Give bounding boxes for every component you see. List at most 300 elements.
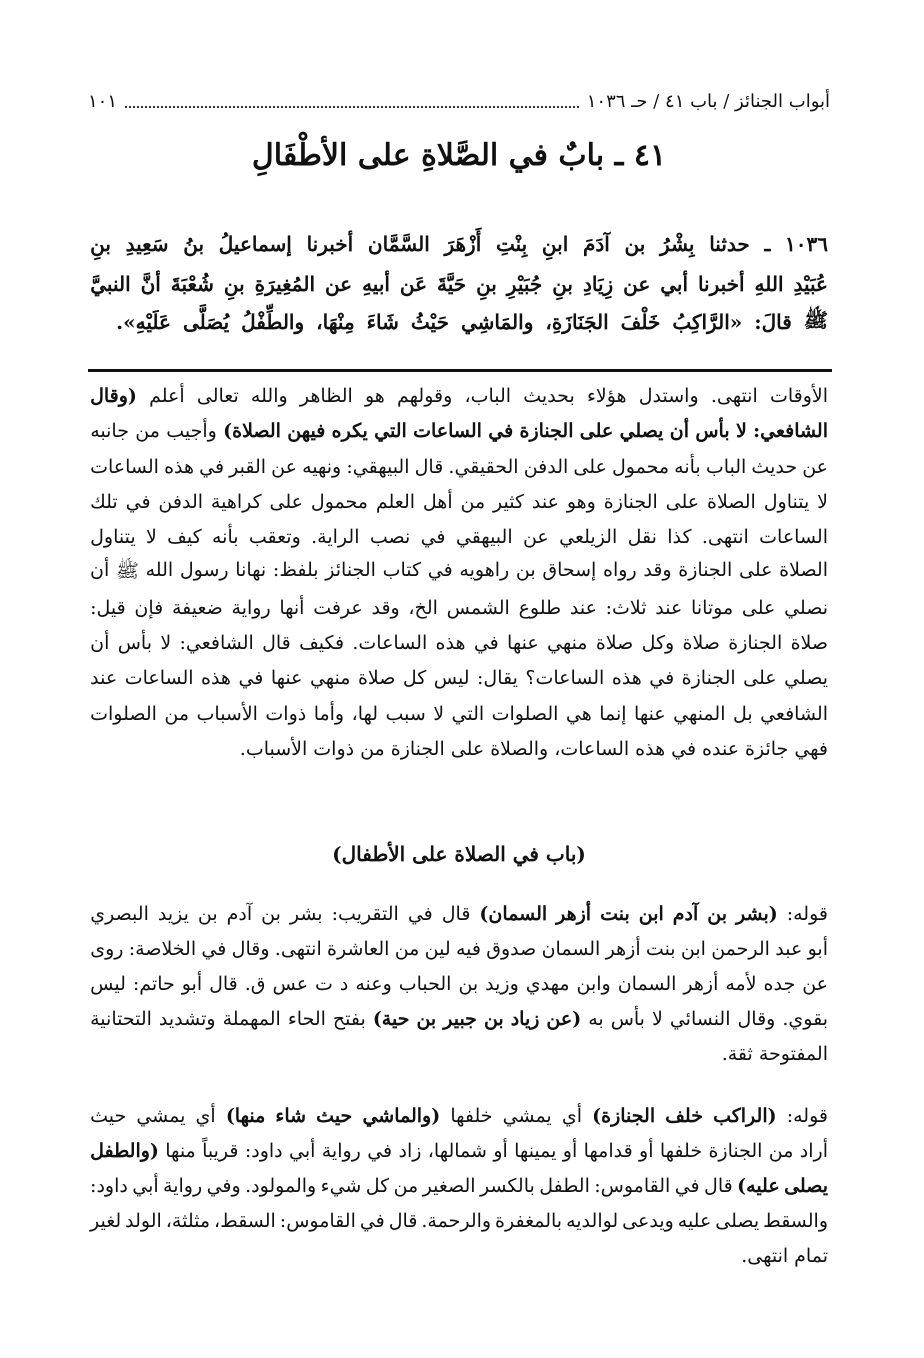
word: الباب: [705, 455, 747, 478]
word: في: [407, 903, 433, 925]
word: رواية: [163, 1175, 203, 1197]
word: ذوات: [313, 738, 355, 760]
word: الجنازة: [708, 1140, 763, 1162]
word: شُعْبَةَ: [170, 272, 214, 296]
word: شيء: [320, 1175, 362, 1197]
word: عرفت: [313, 596, 363, 619]
word: الحباب: [398, 973, 452, 995]
word: قيل:: [90, 596, 126, 619]
word: النسائي: [669, 1008, 731, 1030]
word: انتهى.: [701, 526, 749, 549]
word: السمان: [617, 973, 677, 995]
word: به: [588, 1008, 604, 1030]
word: التحتانية: [90, 1008, 152, 1030]
word: من: [135, 420, 160, 443]
word: أي: [195, 1105, 216, 1127]
word: (الراكب: [713, 1105, 777, 1127]
divider-rule: [88, 369, 832, 372]
word: من: [360, 738, 385, 760]
text-line: [90, 1100, 828, 1132]
section-heading: (باب في الصلاة على الأطفال): [332, 842, 586, 866]
word: وفي: [206, 1175, 241, 1197]
word: أراد: [799, 1140, 828, 1162]
word: صلاة: [682, 632, 720, 655]
word: الشافعي:: [753, 420, 828, 443]
word: حية): [372, 1008, 410, 1030]
word: يقال:: [477, 667, 518, 690]
word: أزهر: [683, 973, 719, 995]
word: لا: [651, 1008, 663, 1030]
word: جائزة: [745, 738, 789, 760]
word: بأنه: [674, 455, 701, 478]
word: رواية: [231, 596, 271, 619]
word: الأسباب: [196, 702, 258, 725]
word: لوالديه: [566, 1210, 619, 1232]
word: يتناول: [90, 526, 136, 549]
word: حَيَّةَ: [437, 272, 467, 296]
word: زياد: [510, 1008, 540, 1030]
word: السَّمَّان: [367, 232, 430, 256]
word: أو: [562, 1140, 578, 1162]
word: لغير: [90, 1210, 122, 1232]
word: حَيْثُ: [410, 310, 449, 334]
word: يصلى: [715, 1210, 760, 1232]
word: جبير: [443, 1008, 477, 1030]
word: وقد: [643, 558, 672, 581]
word: فيهن: [287, 420, 326, 443]
word: ابنِ: [541, 232, 569, 256]
word: والرحمة.: [421, 1210, 492, 1232]
word: راهويه: [459, 558, 510, 581]
word: بلفظ:: [272, 558, 319, 581]
word: هذه: [635, 738, 666, 760]
word: وتعقب: [248, 526, 301, 549]
word: بن: [416, 1008, 437, 1030]
word: بأس: [695, 420, 730, 443]
word: هذه: [611, 667, 642, 690]
word: (والماشي: [362, 1105, 441, 1127]
word: وقولهم: [397, 385, 453, 407]
word: آدم: [672, 903, 699, 925]
word: الجَنَازَةِ،: [545, 310, 609, 334]
word: الصلاة: [779, 558, 828, 581]
word: أَزْهَرَ: [444, 232, 482, 256]
word: الصلوات: [491, 702, 559, 725]
word: البيهقي: [455, 526, 513, 549]
word: من: [394, 938, 420, 960]
word: الجنازة: [519, 420, 574, 443]
word: الباب،: [464, 385, 512, 407]
word: بالكسر: [479, 1175, 535, 1197]
word: بنِ: [90, 232, 111, 256]
word: جده: [763, 973, 796, 995]
word: ليس: [90, 973, 126, 995]
word: على: [665, 490, 700, 513]
word: كثير: [493, 490, 525, 513]
word: منها): [225, 1105, 266, 1127]
word: عن: [271, 455, 297, 478]
word: وعنه: [355, 973, 392, 995]
word: إسماعيلُ: [218, 232, 292, 256]
word: سبب: [385, 702, 426, 725]
word: الساعات: [90, 455, 159, 478]
word: عند: [655, 596, 683, 619]
word: آدَمَ: [582, 232, 610, 256]
word: وابن: [576, 973, 611, 995]
word: تعالى: [196, 385, 239, 407]
word: في: [427, 558, 453, 581]
word: أعلم: [149, 385, 185, 407]
text-line: [90, 627, 828, 659]
word: يصلي: [784, 667, 828, 690]
word: الطفل: [539, 1175, 590, 1197]
word: صدوق: [486, 938, 537, 960]
word: ١٠٣٦: [785, 232, 828, 256]
word: لها،: [351, 702, 379, 725]
word: لا: [145, 526, 157, 549]
word: داود:: [90, 1175, 128, 1197]
word: فهي: [794, 738, 828, 760]
word: قال: [262, 632, 291, 655]
word: وزيد: [485, 973, 519, 995]
word: عَن: [399, 272, 428, 296]
text-line: [90, 557, 828, 589]
word: الحاء: [287, 1008, 326, 1030]
word: إسحاق: [542, 558, 597, 581]
word: عن: [522, 526, 549, 549]
word: جانبه: [90, 420, 129, 443]
word: (وقال: [90, 385, 137, 407]
hadith-line: [90, 228, 828, 260]
word: قال: [704, 1175, 733, 1197]
word: حيث: [316, 1105, 353, 1127]
word: الدفن: [523, 455, 569, 478]
word: ونهيه: [302, 455, 342, 478]
hadith-line: [90, 306, 828, 338]
word: بن: [515, 558, 536, 581]
text-line: [90, 380, 828, 412]
word: ثقة.: [721, 1043, 753, 1065]
word: صلاة: [357, 667, 396, 690]
word: المفتوحة: [758, 1043, 828, 1065]
word: والمولود.: [245, 1175, 317, 1197]
word: على: [579, 420, 614, 443]
word: الصغير: [422, 1175, 476, 1197]
word: بفتح: [332, 1008, 366, 1030]
word: بن: [458, 973, 479, 995]
word: الرحمن: [711, 938, 770, 960]
word: القاموس:: [279, 1210, 356, 1232]
word: في: [488, 420, 514, 443]
text-line: [90, 451, 828, 483]
word: الساعات: [413, 420, 482, 443]
word: موتانا: [691, 596, 734, 619]
word: لأمه: [725, 973, 757, 995]
word: شَاءَ: [366, 310, 399, 334]
word: عليه): [737, 1175, 780, 1197]
word: ﷺ: [115, 559, 139, 582]
text-line: [90, 1240, 828, 1272]
hadith-line: [90, 268, 828, 300]
word: الشمس: [446, 596, 510, 619]
word: منهي: [309, 667, 351, 690]
text-line: [90, 1205, 828, 1237]
word: والمَاشِي: [460, 310, 534, 334]
word: يُصَلَّى: [182, 310, 230, 334]
word: بن: [707, 903, 728, 925]
word: كذا: [667, 526, 692, 549]
word: أبو: [807, 938, 828, 960]
word: ابن: [680, 938, 706, 960]
word: د: [339, 973, 349, 995]
word: أنَّ: [140, 272, 161, 296]
word: بن: [197, 903, 218, 925]
word: في: [674, 1175, 700, 1197]
word: حديث: [751, 455, 798, 478]
word: العلم: [375, 490, 416, 513]
word: ليس: [433, 667, 470, 690]
word: رواية: [321, 1140, 361, 1162]
word: بنت: [645, 938, 676, 960]
word: الجنازة: [728, 632, 783, 655]
word: عن: [324, 272, 353, 296]
word: نصب: [369, 526, 411, 549]
word: ت: [315, 973, 333, 995]
word: وقال: [231, 938, 270, 960]
word: خلفها: [659, 1140, 703, 1162]
word: المنهي: [673, 702, 726, 725]
word: ثلاث:: [605, 596, 647, 619]
word: آدم: [226, 903, 253, 925]
page-number: ١٠١: [88, 90, 118, 112]
word: في: [367, 1140, 393, 1162]
word: حاتم:: [132, 973, 175, 995]
word: «الرَّاكِبُ: [672, 310, 743, 334]
word: فإن: [134, 596, 164, 619]
word: يزيد: [157, 903, 189, 925]
word: لين: [424, 938, 451, 960]
word: الشافعي: [760, 702, 828, 725]
word: مِنْهَا،: [316, 310, 355, 334]
word: عس: [272, 973, 309, 995]
word: محمول: [611, 455, 670, 478]
text-line: [90, 698, 828, 730]
word: الخ،: [408, 596, 438, 619]
word: أخبرنا: [697, 272, 745, 296]
word: أو: [493, 1140, 508, 1162]
word: قال: [441, 903, 471, 925]
word: هي: [565, 702, 592, 725]
word: يكره: [331, 420, 368, 443]
text-line: [90, 662, 828, 694]
running-header: [88, 86, 830, 116]
word: لا: [160, 632, 172, 655]
word: أزهر: [556, 903, 592, 925]
word: الجنازة: [603, 490, 658, 513]
word: ويدعى: [622, 1210, 674, 1232]
text-line: [90, 1038, 828, 1070]
word: كل: [402, 667, 427, 690]
word: التقريب:: [331, 903, 399, 925]
word: أنها: [279, 596, 305, 619]
text-line: [90, 592, 828, 624]
word: يمينها: [514, 1140, 557, 1162]
word: لا: [817, 490, 828, 513]
word: تلك: [90, 490, 118, 513]
word: أن: [90, 558, 110, 581]
word: هؤلاء: [586, 385, 627, 407]
word: عنده: [702, 738, 740, 760]
word: أبيهِ: [362, 272, 390, 296]
word: عن: [802, 973, 828, 995]
word: وتشديد: [158, 1008, 216, 1030]
word: صلاة: [595, 632, 634, 655]
word: والله: [250, 385, 288, 407]
word: عند: [531, 490, 559, 513]
text-line: [90, 1135, 828, 1167]
word: الظاهر: [299, 385, 353, 407]
word: العاشرة: [327, 938, 390, 960]
word: الساعات.: [352, 632, 428, 655]
word: قال: [414, 455, 444, 478]
word: كيف: [167, 526, 202, 549]
word: على: [450, 738, 485, 760]
word: الجنازة: [681, 667, 736, 690]
word: شمالها،: [427, 1140, 487, 1162]
text-line: [90, 486, 828, 518]
word: بأنه: [211, 526, 239, 549]
word: وقال: [737, 1008, 776, 1030]
word: اللهِ: [754, 272, 784, 296]
word: سَعِيدِ: [125, 232, 169, 256]
word: أي: [561, 1105, 582, 1127]
word: القبر: [229, 455, 267, 478]
word: على: [738, 558, 773, 581]
word: مهدي: [525, 973, 570, 995]
word: قال: [388, 1210, 418, 1232]
word: يمشي: [502, 1105, 552, 1127]
word: (بشر: [736, 903, 778, 925]
word: بِنْتِ: [495, 232, 528, 256]
word: بن: [483, 1008, 504, 1030]
word: عنها: [507, 632, 539, 655]
word: جُبَيْرِ: [506, 272, 543, 296]
word: عنها: [634, 702, 666, 725]
word: بالمغفرة: [495, 1210, 563, 1232]
word: بِشْرُ: [660, 232, 695, 256]
word: التي: [374, 420, 407, 443]
word: رواه: [603, 558, 637, 581]
word: بن: [624, 232, 646, 256]
word: في: [473, 632, 499, 655]
word: الجنازة: [390, 738, 445, 760]
word: أبي: [660, 272, 689, 296]
text-line: [90, 898, 828, 930]
word: طلوع: [518, 596, 562, 619]
word: عن: [623, 272, 651, 296]
word: عليه: [677, 1210, 712, 1232]
word: أهل: [422, 490, 453, 513]
word: والطِّفْلُ: [241, 310, 305, 334]
word: الخلاصة:: [128, 938, 197, 960]
word: تمام: [794, 1245, 828, 1267]
word: زاد: [398, 1140, 422, 1162]
word: ضعيفة: [171, 596, 223, 619]
word: قريباً: [202, 1140, 239, 1162]
word: وكل: [641, 632, 675, 655]
word: الساعات،: [554, 738, 630, 760]
running-title: أبواب الجنائز / باب ٤١ / حـ ١٠٣٦: [586, 90, 830, 112]
word: صلاة: [790, 632, 828, 655]
word: السمان: [541, 938, 601, 960]
word: الصلوات: [90, 702, 157, 725]
text-line: [90, 415, 828, 447]
word: حيث: [90, 1105, 127, 1127]
word: الجنازة: [678, 558, 733, 581]
word: أزهر: [605, 938, 641, 960]
word: البصري: [90, 903, 149, 925]
word: المهملة: [222, 1008, 281, 1030]
word: الأوقات: [769, 385, 828, 407]
word: يمشي: [136, 1105, 186, 1127]
word: في: [238, 667, 264, 690]
word: داود:: [244, 1140, 283, 1162]
word: على: [269, 490, 304, 513]
word: هذه: [435, 632, 466, 655]
word: الشافعي:: [179, 632, 254, 655]
word: في: [125, 490, 151, 513]
word: أبو: [181, 973, 203, 995]
word: السقط،: [214, 1210, 276, 1232]
word: في: [359, 1210, 385, 1232]
word: أبي: [132, 1175, 159, 1197]
word: حدثنا: [709, 232, 750, 256]
word: بأس: [117, 632, 152, 655]
word: يصلى: [784, 1175, 828, 1197]
word: النبيَّ: [90, 272, 131, 296]
word: يتناول: [763, 490, 810, 513]
word: (والطفل: [90, 1140, 159, 1162]
word: انتهى.: [274, 938, 322, 960]
word: في: [201, 938, 227, 960]
word: من: [768, 1140, 794, 1162]
word: فكيف: [299, 632, 345, 655]
word: الزيلعي: [559, 526, 618, 549]
word: ق.: [244, 973, 266, 995]
word: روى: [90, 938, 124, 960]
word: قدامها: [583, 1140, 633, 1162]
word: على: [573, 455, 607, 478]
word: عند: [90, 667, 118, 690]
word: بقوي.: [782, 1008, 828, 1030]
word: وهو: [566, 490, 596, 513]
leader-dots: [125, 94, 579, 108]
word: يصلي: [619, 420, 664, 443]
word: السمان): [479, 903, 548, 925]
word: انتهى.: [741, 1245, 789, 1267]
word: كراهية: [210, 490, 262, 513]
word: قالَ:: [754, 310, 792, 334]
word: التي: [451, 702, 485, 725]
word: هذه: [201, 667, 231, 690]
word: رسول: [179, 558, 229, 581]
text-line: [90, 1003, 828, 1035]
word: إنما: [599, 702, 627, 725]
word: الراية.: [311, 526, 360, 549]
word: في: [199, 455, 225, 478]
word: هو: [364, 385, 385, 407]
word: ذوات: [265, 702, 307, 725]
